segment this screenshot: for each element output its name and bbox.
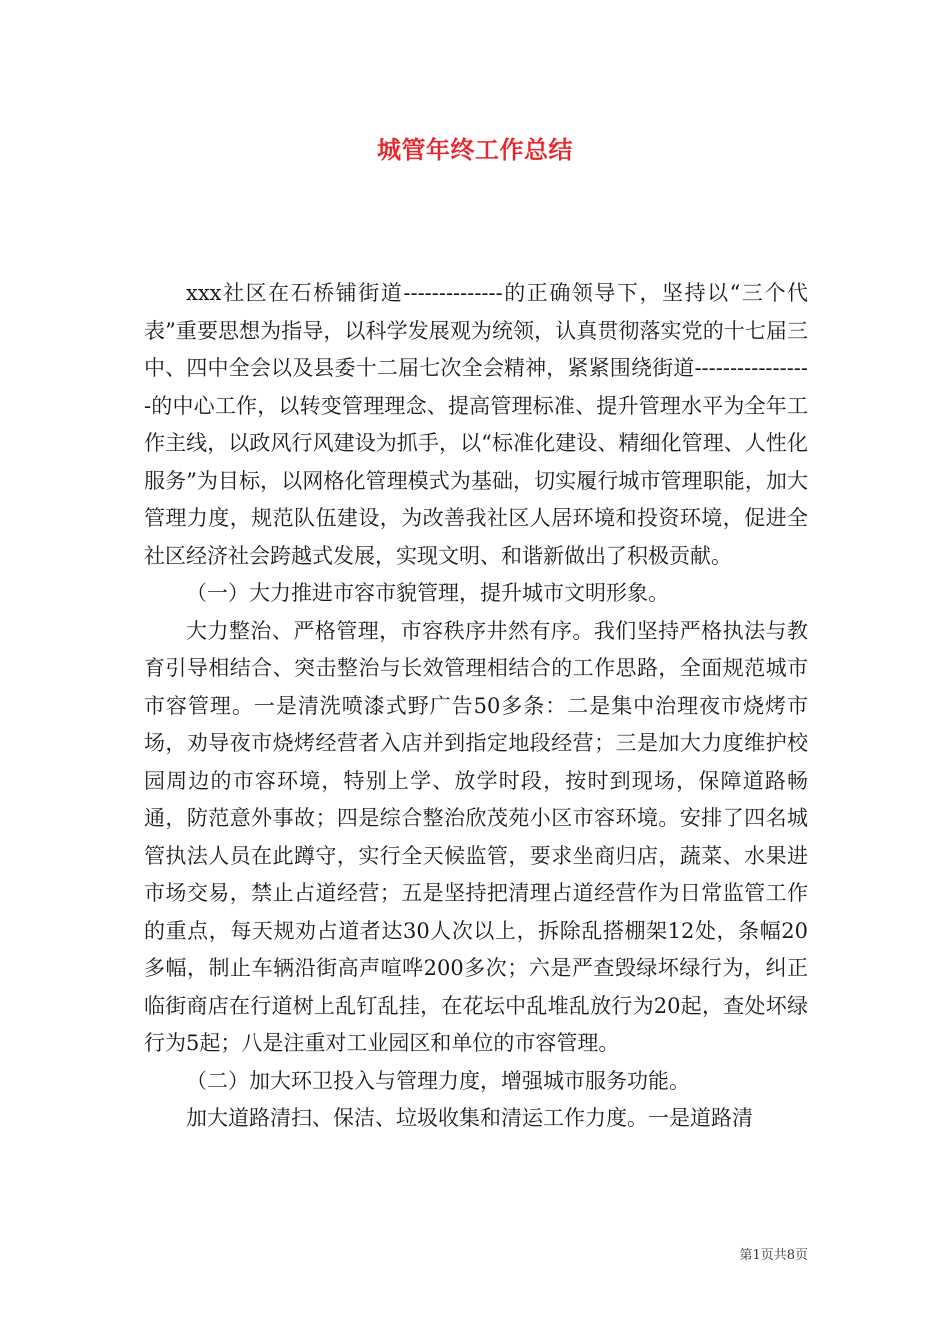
document-title: 城管年终工作总结 bbox=[377, 135, 573, 164]
section-heading-2: （二）加大环卫投入与管理力度，增强城市服务功能。 bbox=[186, 1068, 690, 1093]
section-heading-1: （一）大力推进市容市貌管理，提升城市文明形象。 bbox=[186, 581, 669, 605]
paragraph-intro: xxx社区在石桥铺街道--------------的正确领导下，坚持以“三个代表”重要思想为指导，以科学发展观为统领，认真贯彻落实党的十七届三中、四中全会以及县委十二届七次全会精神，紧紧围绕街道-----------------的中心工作，以转变管理理念、提高管理标准、提升管理水平为全年工作主线，以政风行风建设为抓手，以“标准化建设、精细化管理、人性化服务”为目标，以网格化管理模式为基础，切实履行城市管理职能，加大管理力度，规范队伍建设，为改善我社区人居环境和投资环境，促进全社区经济社会跨越式发展，实现文明、和谐新做出了积极贡献。 bbox=[144, 281, 808, 568]
document-body bbox=[144, 275, 808, 1138]
paragraph-section-1: 大力整治、严格管理，市容秩序井然有序。我们坚持严格执法与教育引导相结合、突击整治与长效管理相结合的工作思路，全面规范城市市容管理。一是清洗喷漆式野广告50多条：二是集中治理夜市烧烤市场，劝导夜市烧烤经营者入店并到指定地段经营；三是加大力度维护校园周边的市容环境，特别上学、放学时段，按时到现场，保障道路畅通，防范意外事故；四是综合整治欣茂苑小区市容环境。安排了四名城管执法人员在此蹲守，实行全天候监管，要求坐商归店，蔬菜、水果进市场交易，禁止占道经营；五是坚持把清理占道经营作为日常监管工作的重点，每天规劝占道者达30人次以上，拆除乱搭棚架12处，条幅20多幅，制止车辆沿街高声喧哗200多次；六是严查毁绿坏绿行为，纠正临街商店在行道树上乱钉乱挂，在花坛中乱堆乱放行为20起，查处坏绿行为5起；八是注重对工业园区和单位的市容管理。 bbox=[144, 618, 808, 1055]
page-number: 第1页共8页 bbox=[739, 1248, 808, 1263]
paragraph-section-2: 加大道路清扫、保洁、垃圾收集和清运工作力度。一是道路清 bbox=[186, 1106, 753, 1130]
